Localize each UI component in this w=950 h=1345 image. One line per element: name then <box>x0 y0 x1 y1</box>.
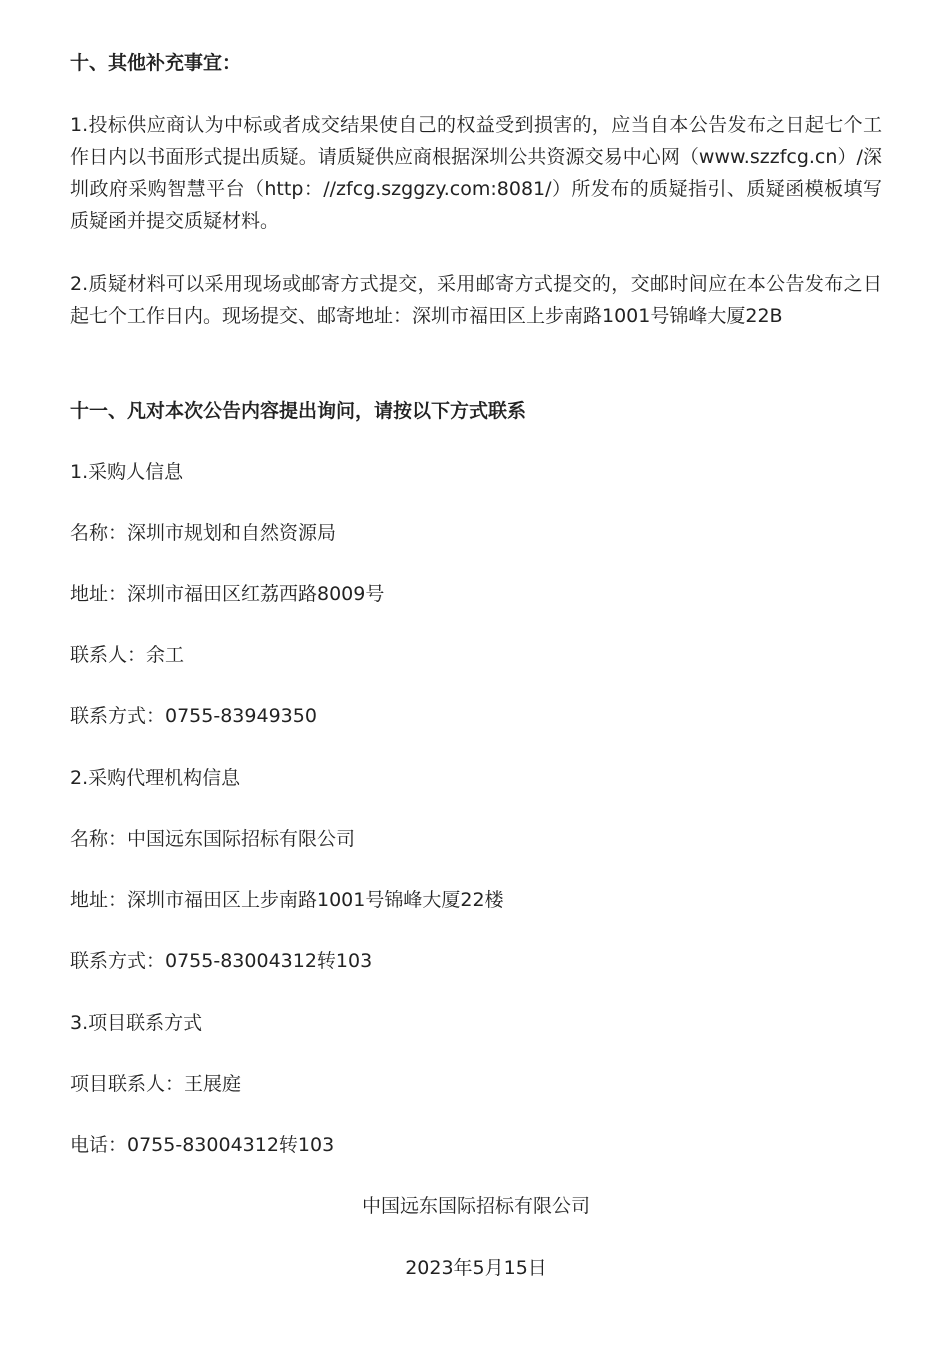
agency-phone: 联系方式：0755-83004312转103 <box>70 950 373 972</box>
purchaser-contact: 联系人：余工 <box>70 644 185 666</box>
agency-info-title: 2.采购代理机构信息 <box>70 767 241 789</box>
project-contact-phone: 电话：0755-83004312转103 <box>70 1134 335 1156</box>
section-10-item-1: 1.投标供应商认为中标或者成交结果使自己的权益受到损害的，应当自本公告发布之日起七个工作日内以书面形式提出质疑。请质疑供应商根据深圳公共资源交易中心网（www.szzfcg.cn）/深圳政府采购智慧平台（http：//zfcg.szggzy.com:8081/）所发布的质疑指引、质疑函模板填写质疑函并提交质疑材料。 <box>70 114 882 232</box>
agency-name: 名称：中国远东国际招标有限公司 <box>70 828 356 850</box>
purchaser-address: 地址：深圳市福田区红荔西路8009号 <box>70 583 385 605</box>
purchaser-info-title: 1.采购人信息 <box>70 461 184 483</box>
purchaser-phone: 联系方式：0755-83949350 <box>70 705 317 727</box>
section-10-item-2: 2.质疑材料可以采用现场或邮寄方式提交，采用邮寄方式提交的，交邮时间应在本公告发布之日起七个工作日内。现场提交、邮寄地址：深圳市福田区上步南路1001号锦峰大厦22B <box>70 273 882 327</box>
section-11-heading: 十一、凡对本次公告内容提出询问，请按以下方式联系 <box>70 400 527 422</box>
footer-company: 中国远东国际招标有限公司 <box>361 1195 590 1217</box>
project-contact-person: 项目联系人：王展庭 <box>70 1073 242 1095</box>
footer-date: 2023年5月15日 <box>405 1257 547 1279</box>
purchaser-name: 名称：深圳市规划和自然资源局 <box>70 522 337 544</box>
project-contact-title: 3.项目联系方式 <box>70 1012 203 1034</box>
section-10-heading: 十、其他补充事宜： <box>70 52 242 74</box>
agency-address: 地址：深圳市福田区上步南路1001号锦峰大厦22楼 <box>70 889 504 911</box>
